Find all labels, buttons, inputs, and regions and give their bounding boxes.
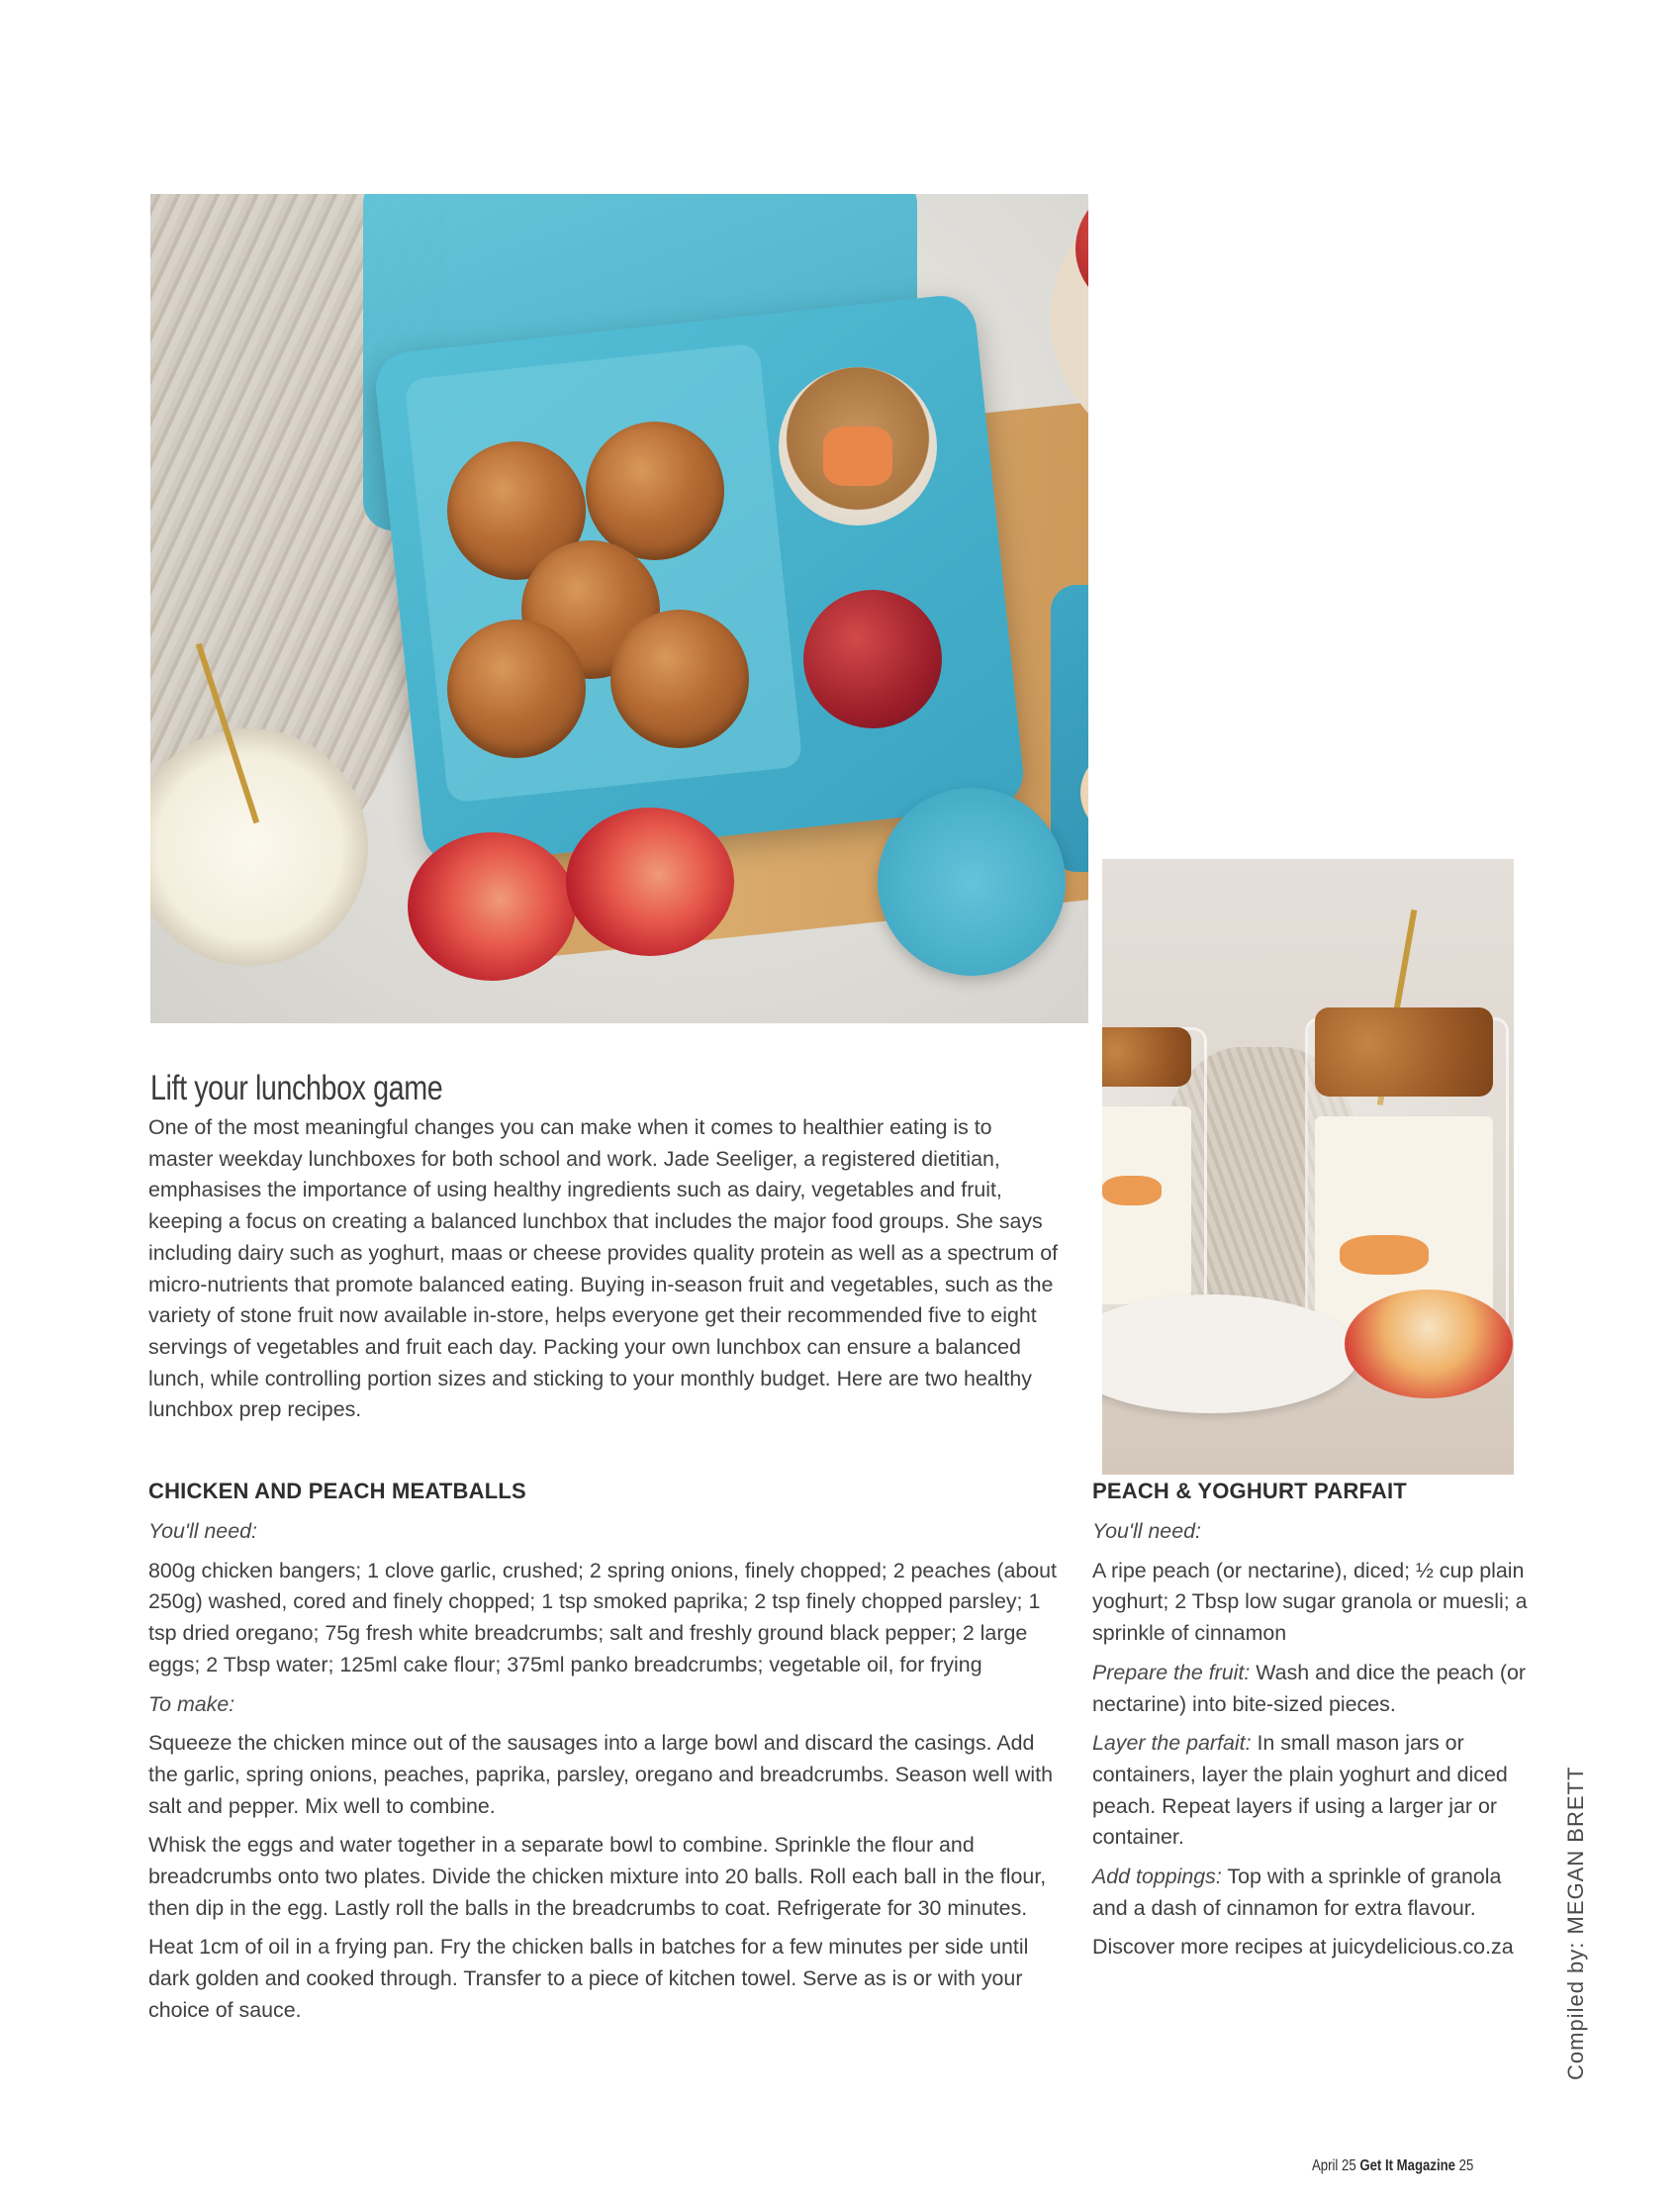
page-number: 25 [1458, 2157, 1474, 2174]
method-label: To make: [148, 1691, 235, 1716]
ingredients-text: 800g chicken bangers; 1 clove garlic, crushed; 2 spring onions, finely chopped; 2 peaches (about 250g) washed, cored and finely chopped; 1 tsp smoked paprika; 2 tsp finely chopped parsley; 1 tsp dried oregano; 75g fresh white breadcrumbs; salt and freshly ground black pepper; 2 large eggs; 2 Tbsp water; 125ml cake flour; 375ml panko breadcrumbs; vegetable oil, for frying [148, 1558, 1058, 1676]
method-step: Squeeze the chicken mince out of the sausages into a large bowl and discard the casings. Add the garlic, spring onions, peaches, paprika, parsley, oregano and breadcrumbs. Season well with salt and pepper. Mix well to combine. [148, 1731, 1053, 1818]
recipe-parfait [1092, 1479, 1528, 1963]
photo-credit: Compiled by: MEGAN BRETT [1563, 1766, 1588, 2080]
more-recipes-text: Discover more recipes at juicydelicious.co.za [1092, 1935, 1514, 1960]
step-text: In small mason jars or containers, layer the plain yoghurt and diced peach. Repeat layers if using a larger jar or container. [1092, 1731, 1508, 1850]
ingredients-label: You'll need: [148, 1519, 257, 1543]
plum [803, 590, 942, 728]
granola-topping [1102, 1027, 1191, 1087]
issue-date: April 25 [1312, 2157, 1356, 2174]
meatball [610, 610, 749, 748]
plum-half [566, 808, 734, 956]
step-text: Top with a sprinkle of granola and a dash of cinnamon for extra flavour. [1092, 1865, 1502, 1920]
method-step [1092, 1862, 1528, 1924]
meatball [447, 620, 586, 758]
step-label: Prepare the fruit: [1092, 1660, 1251, 1684]
article-intro: One of the most meaningful changes you can make when it comes to healthier eating is to master weekday lunchboxes for both school and work. Jade Seeliger, a registered dietitian, emphasises the importance of using healthy ingredients such as dairy, vegetables and fruit, keeping a focus on creating a balanced lunchbox that includes the major food groups. She says including dairy such as yoghurt, maas or cheese provides quality protein as well as a spectrum of micro-nutrients that promote balanced eating. Buying in-season fruit and vegetables, such as the variety of stone fruit now available in-store, helps everyone get their recommended five to eight servings of vegetables and fruit each day. Packing your own lunchbox can ensure a balanced lunch, while controlling portion sizes and sticking to your monthly budget. Here are two healthy lunchbox prep recipes. [148, 1115, 1059, 1422]
step-label: Add toppings: [1092, 1865, 1222, 1889]
peach-pieces [823, 427, 892, 486]
method-step: Whisk the eggs and water together in a separate bowl to combine. Sprinkle the flour and breadcrumbs onto two plates. Divide the chicken mixture into 20 balls. Roll each ball in the flour, then dip in the egg. Lastly roll the balls in the breadcrumbs to coat. Refrigerate for 30 minutes. [148, 1833, 1047, 1920]
peach-half [1345, 1290, 1513, 1398]
parfait-photo [1102, 859, 1514, 1475]
recipe-meatballs [148, 1479, 1059, 2027]
page-folio [1312, 2157, 1473, 2175]
article-title: Lift your lunchbox game [150, 1069, 443, 1107]
lunchbox-photo [150, 194, 1088, 1023]
yoghurt-layer [1102, 1106, 1191, 1304]
container-lid [878, 788, 1066, 976]
ingredients-text: A ripe peach (or nectarine), diced; ½ cup plain yoghurt; 2 Tbsp low sugar granola or muesli; a sprinkle of cinnamon [1092, 1558, 1528, 1646]
plum-half [408, 832, 576, 981]
peach-slice [1340, 1235, 1429, 1275]
step-label: Layer the parfait: [1092, 1731, 1252, 1756]
recipe-heading: CHICKEN AND PEACH MEATBALLS [148, 1479, 526, 1503]
granola-topping [1315, 1007, 1493, 1097]
magazine-name: Get It Magazine [1359, 2157, 1455, 2174]
method-step [1092, 1728, 1528, 1854]
recipe-heading: PEACH & YOGHURT PARFAIT [1092, 1479, 1407, 1503]
peach-slice [1102, 1176, 1162, 1205]
meatball [586, 422, 724, 560]
method-step: Heat 1cm of oil in a frying pan. Fry the chicken balls in batches for a few minutes per side until dark golden and cooked through. Transfer to a piece of kitchen towel. Serve as is or with your choice of sauce. [148, 1935, 1029, 2022]
step-text: Wash and dice the peach (or nectarine) into bite-sized pieces. [1092, 1660, 1526, 1716]
ingredients-label: You'll need: [1092, 1519, 1201, 1543]
method-step [1092, 1658, 1528, 1720]
snack-tray [1051, 585, 1088, 872]
